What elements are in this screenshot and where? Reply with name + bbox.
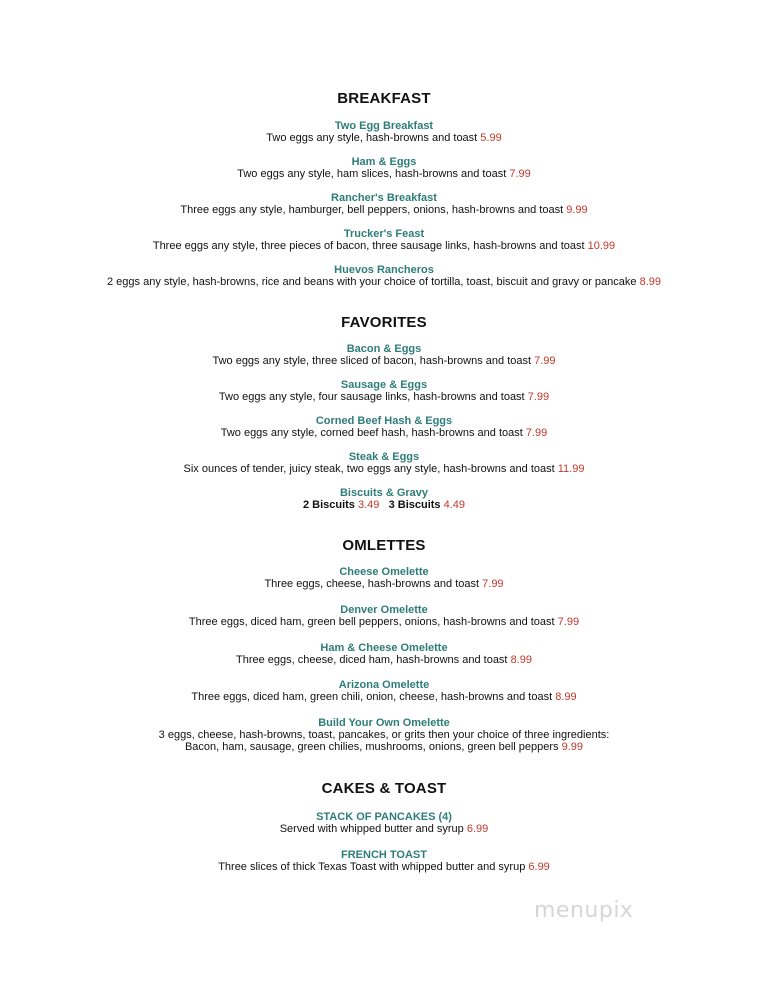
menu-item [0,228,768,252]
section-title-omlettes: OMLETTES [342,537,426,554]
menu-item [0,415,768,439]
item-description: Served with whipped butter and syrup 6.99 [279,823,489,835]
item-price: 5.99 [480,132,502,144]
item-description: Three eggs, cheese, hash-browns and toast 7.99 [264,578,504,590]
menu-item [0,604,768,628]
item-price: 7.99 [557,616,580,628]
item-name: Cheese Omelette [339,566,429,578]
item-name: Bacon & Eggs [346,343,422,355]
item-price: 9.99 [561,741,584,753]
item-price: 8.99 [639,276,661,288]
menu-item [0,811,768,835]
item-description-line2: Bacon, ham, sausage, green chilies, mushrooms, onions, green bell peppers 9.99 [184,741,584,753]
item-price: 7.99 [482,578,504,590]
section-title-cakes-toast: CAKES & TOAST [321,780,447,797]
item-description: Two eggs any style, four sausage links, hash-browns and toast 7.99 [218,391,550,403]
item-description: Two eggs any style, ham slices, hash-browns and toast 7.99 [237,168,531,180]
item-options: 2 Biscuits 3.49 3 Biscuits 4.49 [302,499,466,511]
item-name: Two Egg Breakfast [334,120,434,132]
item-name: Corned Beef Hash & Eggs [315,415,453,427]
item-name: Steak & Eggs [348,451,420,463]
menu-item [0,849,768,873]
item-name: Trucker's Feast [343,228,425,240]
item-description-line1: 3 eggs, cheese, hash-browns, toast, pancakes, or grits then your choice of three ingredients: [158,729,610,741]
item-price: 7.99 [534,355,556,367]
item-name: Rancher's Breakfast [331,192,437,204]
item-name: Huevos Rancheros [334,264,434,276]
menu-item [0,192,768,216]
item-description: Three eggs any style, hamburger, bell peppers, onions, hash-browns and toast 9.99 [180,204,588,216]
section-title-favorites: FAVORITES [341,314,427,331]
item-name: Biscuits & Gravy [339,487,429,499]
item-price: 9.99 [566,204,588,216]
menu-item [0,566,768,590]
item-price: 7.99 [527,391,550,403]
menu-item [0,156,768,180]
item-description: Three eggs, diced ham, green bell peppers, onions, hash-browns and toast 7.99 [188,616,580,628]
item-description: Two eggs any style, three sliced of bacon, hash-browns and toast 7.99 [212,355,556,367]
item-name: STACK OF PANCAKES (4) [316,811,452,823]
item-price: 11.99 [557,463,585,475]
item-price: 10.99 [587,240,616,252]
item-price: 6.99 [528,861,550,873]
item-name: Ham & Cheese Omelette [320,642,448,654]
item-name: Sausage & Eggs [340,379,428,391]
menu-item-biscuits [0,487,768,511]
item-name: Arizona Omelette [338,679,430,691]
item-name: FRENCH TOAST [341,849,427,861]
item-description: Two eggs any style, corned beef hash, hash-browns and toast 7.99 [220,427,548,439]
item-name: Build Your Own Omelette [318,717,450,729]
menu-item-build-omelette [0,717,768,753]
item-description: Three eggs any style, three pieces of bacon, three sausage links, hash-browns and toast 10.99 [152,240,616,252]
item-name: Ham & Eggs [351,156,417,168]
item-description: Three slices of thick Texas Toast with whipped butter and syrup 6.99 [218,861,550,873]
menu-item [0,343,768,367]
item-price: 7.99 [525,427,548,439]
menu-item [0,679,768,703]
menu-item [0,264,768,288]
item-description: 2 eggs any style, hash-browns, rice and beans with your choice of tortilla, toast, biscuit and gravy or pancake 8.99 [107,276,661,288]
menu-item [0,379,768,403]
item-price: 7.99 [509,168,531,180]
menu-item [0,451,768,475]
item-description: Three eggs, cheese, diced ham, hash-browns and toast 8.99 [236,654,532,666]
item-name: Denver Omelette [340,604,428,616]
menu-item [0,642,768,666]
menu-item [0,120,768,144]
section-title-breakfast: BREAKFAST [337,90,431,107]
item-description: Six ounces of tender, juicy steak, two eggs any style, hash-browns and toast 11.99 [183,463,585,475]
item-price: 8.99 [555,691,577,703]
item-price: 8.99 [510,654,532,666]
item-description: Three eggs, diced ham, green chili, onion, cheese, hash-browns and toast 8.99 [191,691,577,703]
menupix-watermark: menupix [534,898,634,923]
item-price: 6.99 [466,823,489,835]
item-description: Two eggs any style, hash-browns and toast 5.99 [266,132,502,144]
